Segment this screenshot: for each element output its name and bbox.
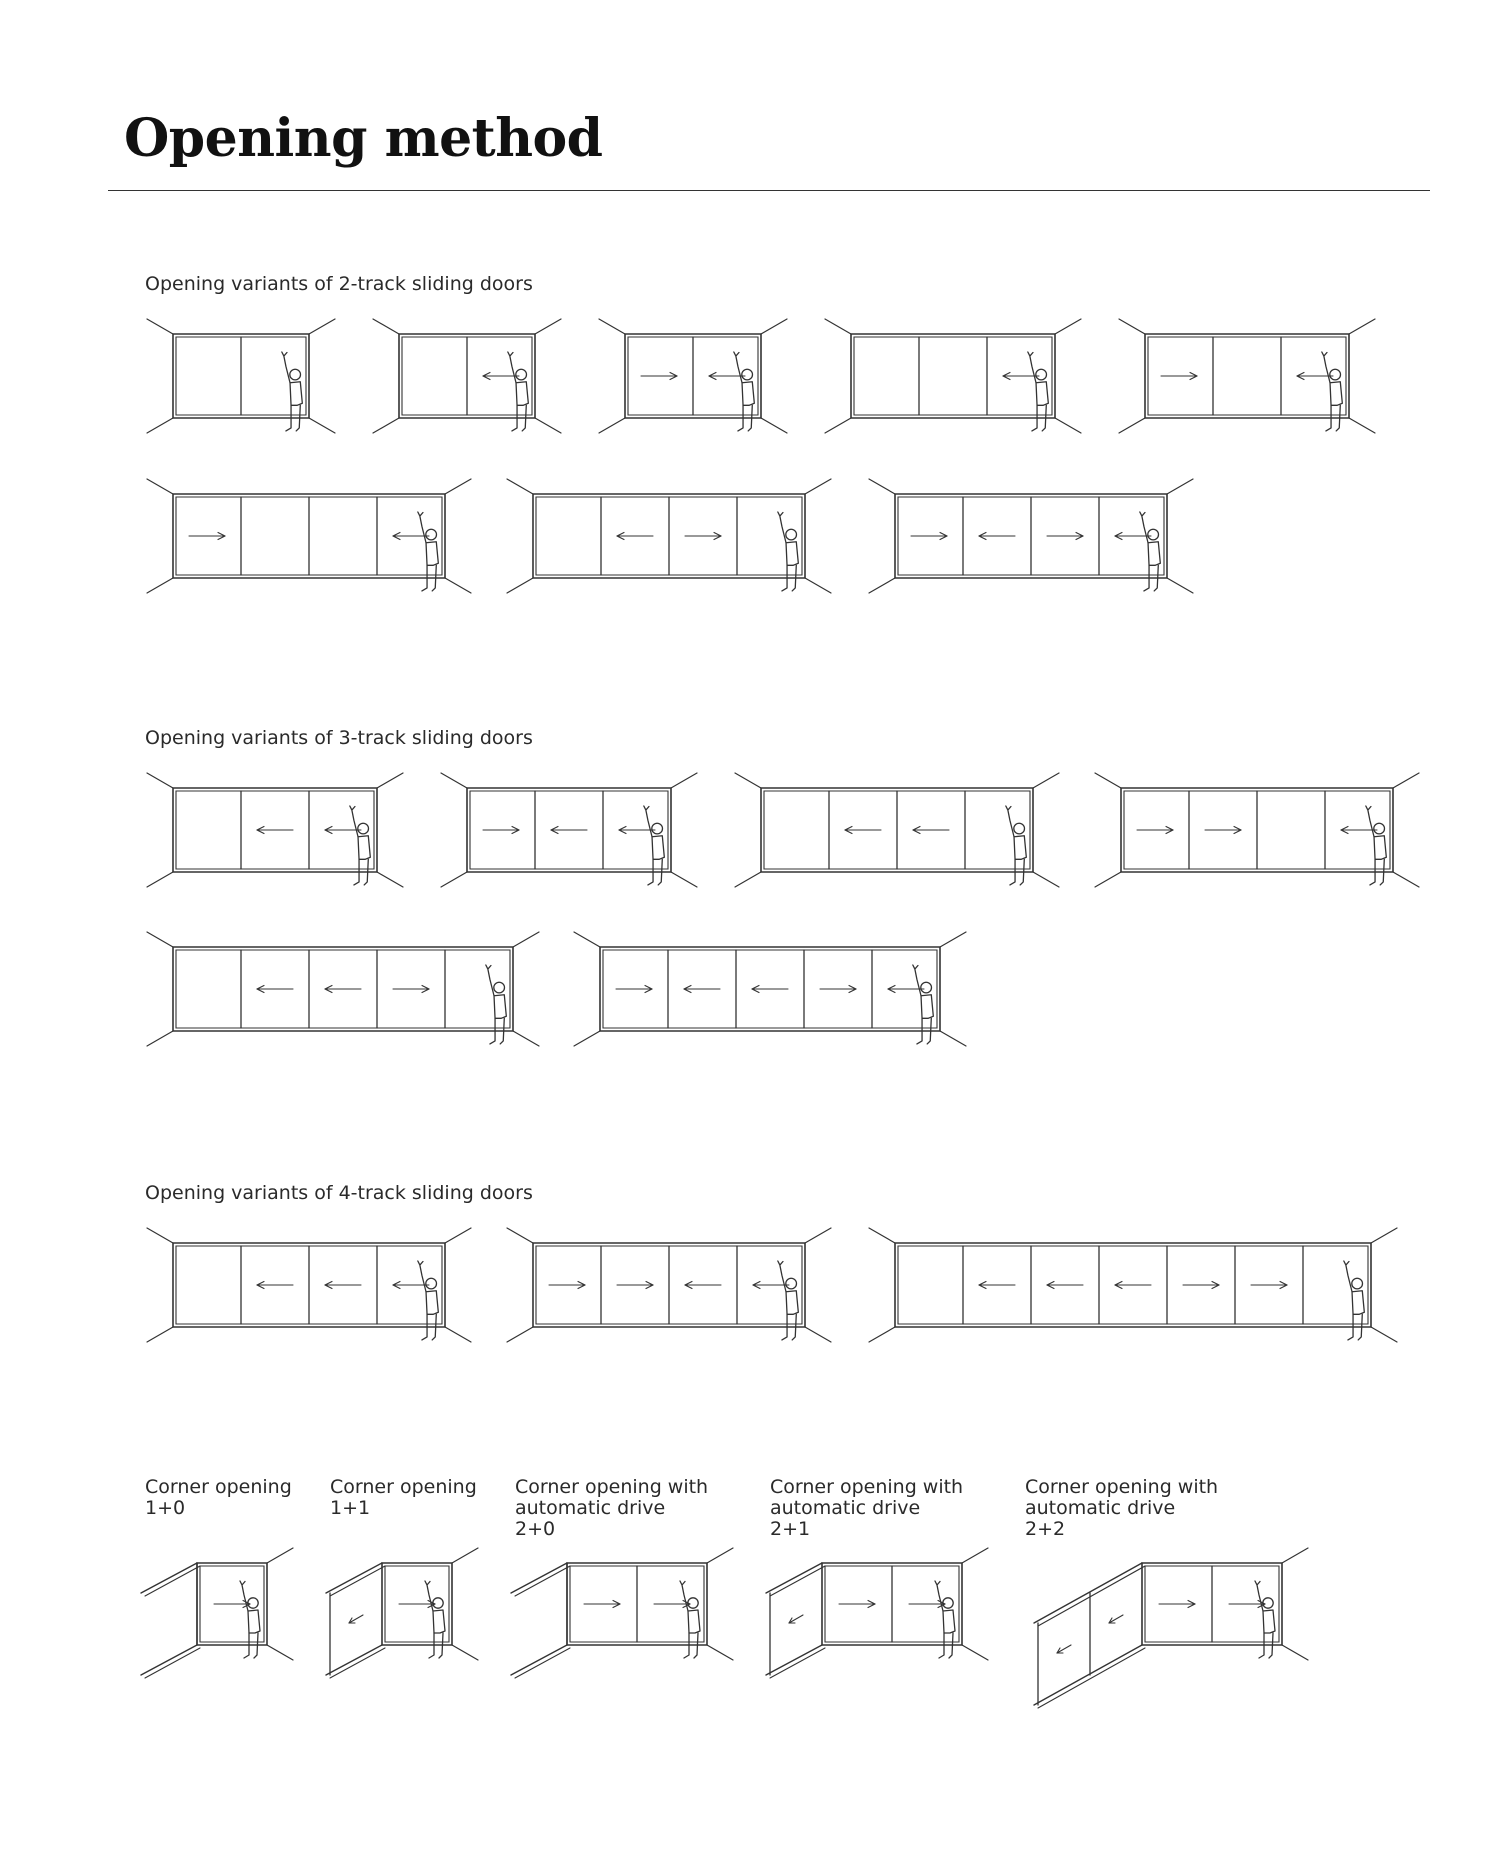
person-icon bbox=[282, 352, 303, 431]
ceiling-line-right bbox=[309, 319, 335, 334]
floor-line-left bbox=[735, 872, 761, 887]
arrow-left-icon bbox=[979, 533, 1015, 540]
arrow-left-icon bbox=[617, 533, 653, 540]
person-icon bbox=[778, 1261, 799, 1340]
side-floor-line bbox=[326, 1645, 382, 1675]
arrow-left-icon bbox=[325, 986, 361, 993]
floor-line-left bbox=[373, 418, 399, 433]
door-diagram-3-track-2 bbox=[441, 773, 697, 887]
arrow-left-icon bbox=[752, 986, 788, 993]
floor-line-right bbox=[1371, 1327, 1397, 1342]
ceiling-line-right bbox=[707, 1548, 733, 1563]
ceiling-line-left bbox=[147, 773, 173, 788]
ceiling-line-left bbox=[147, 932, 173, 947]
floor-line-right bbox=[267, 1645, 293, 1660]
person-icon bbox=[1344, 1261, 1365, 1340]
ceiling-line-left bbox=[574, 932, 600, 947]
arrow-right-icon bbox=[909, 1601, 945, 1608]
ceiling-line-right bbox=[1033, 773, 1059, 788]
arrow-right-icon bbox=[393, 986, 429, 993]
side-ceiling-line bbox=[141, 1563, 197, 1593]
ceiling-line-left bbox=[507, 1228, 533, 1243]
ceiling-line-right bbox=[452, 1548, 478, 1563]
arrow-right-icon bbox=[1047, 533, 1083, 540]
arrow-left-icon bbox=[684, 986, 720, 993]
person-icon bbox=[680, 1581, 700, 1658]
person-icon bbox=[644, 806, 665, 885]
person-icon bbox=[350, 806, 371, 885]
floor-line-right bbox=[1033, 872, 1059, 887]
floor-line-left bbox=[147, 578, 173, 593]
side-floor-line bbox=[766, 1645, 822, 1675]
floor-line-right bbox=[1282, 1645, 1308, 1660]
ceiling-line-right bbox=[962, 1548, 988, 1563]
arrow-right-icon bbox=[685, 533, 721, 540]
floor-line-right bbox=[761, 418, 787, 433]
arrow-diagonal-icon bbox=[789, 1615, 803, 1623]
floor-line-right bbox=[535, 418, 561, 433]
door-diagram-3-track-4 bbox=[1095, 773, 1419, 887]
ceiling-line-left bbox=[1095, 773, 1121, 788]
door-diagram-4-track-1 bbox=[147, 1228, 471, 1342]
arrow-diagonal-icon bbox=[1109, 1615, 1123, 1623]
side-floor-line bbox=[141, 1645, 197, 1675]
floor-line-right bbox=[309, 418, 335, 433]
floor-line-left bbox=[869, 1327, 895, 1342]
arrow-right-icon bbox=[1137, 827, 1173, 834]
side-floor-line bbox=[1034, 1645, 1142, 1705]
arrow-left-icon bbox=[257, 827, 293, 834]
floor-line-right bbox=[445, 1327, 471, 1342]
arrow-right-icon bbox=[549, 1282, 585, 1289]
door-diagram-2-track-3 bbox=[599, 319, 787, 433]
corner-label-5: Corner opening with automatic drive 2+2 bbox=[1025, 1476, 1219, 1540]
floor-line-left bbox=[147, 872, 173, 887]
ceiling-line-left bbox=[735, 773, 761, 788]
arrow-right-icon bbox=[1161, 373, 1197, 380]
ceiling-line-left bbox=[507, 479, 533, 494]
arrow-left-icon bbox=[257, 986, 293, 993]
arrow-left-icon bbox=[551, 827, 587, 834]
floor-line-right bbox=[1055, 418, 1081, 433]
arrow-right-icon bbox=[839, 1601, 875, 1608]
door-diagram-3-track-6 bbox=[574, 932, 966, 1046]
ceiling-line-right bbox=[940, 932, 966, 947]
floor-line-left bbox=[869, 578, 895, 593]
floor-line-left bbox=[1119, 418, 1145, 433]
arrow-right-icon bbox=[584, 1601, 620, 1608]
side-ceiling-line bbox=[766, 1563, 822, 1593]
arrow-right-icon bbox=[617, 1282, 653, 1289]
floor-line-right bbox=[962, 1645, 988, 1660]
arrow-right-icon bbox=[641, 373, 677, 380]
floor-line-right bbox=[452, 1645, 478, 1660]
arrow-left-icon bbox=[685, 1282, 721, 1289]
floor-line-right bbox=[1393, 872, 1419, 887]
floor-line-left bbox=[441, 872, 467, 887]
ceiling-line-right bbox=[535, 319, 561, 334]
ceiling-line-right bbox=[445, 1228, 471, 1243]
ceiling-line-right bbox=[761, 319, 787, 334]
door-diagram-2-track-7 bbox=[507, 479, 831, 593]
arrow-left-icon bbox=[845, 827, 881, 834]
floor-line-right bbox=[1167, 578, 1193, 593]
floor-line-left bbox=[1095, 872, 1121, 887]
floor-line-left bbox=[147, 1327, 173, 1342]
arrow-right-icon bbox=[399, 1601, 435, 1608]
corner-diagram-4 bbox=[766, 1548, 988, 1678]
corner-label-2: Corner opening 1+1 bbox=[330, 1476, 477, 1519]
door-diagram-2-track-4 bbox=[825, 319, 1081, 433]
ceiling-line-right bbox=[1371, 1228, 1397, 1243]
section-label-2-track: Opening variants of 2-track sliding doors bbox=[145, 273, 533, 295]
arrow-right-icon bbox=[483, 827, 519, 834]
arrow-right-icon bbox=[654, 1601, 690, 1608]
person-icon bbox=[935, 1581, 955, 1658]
person-icon bbox=[1322, 352, 1343, 431]
floor-line-left bbox=[507, 1327, 533, 1342]
ceiling-line-left bbox=[1119, 319, 1145, 334]
floor-line-left bbox=[574, 1031, 600, 1046]
door-diagram-2-track-1 bbox=[147, 319, 335, 433]
floor-line-right bbox=[445, 578, 471, 593]
person-icon bbox=[913, 965, 934, 1044]
arrow-diagonal-icon bbox=[1057, 1645, 1071, 1653]
side-ceiling-line bbox=[511, 1563, 567, 1593]
ceiling-line-left bbox=[441, 773, 467, 788]
door-diagram-3-track-5 bbox=[147, 932, 539, 1046]
person-icon bbox=[425, 1581, 445, 1658]
arrow-left-icon bbox=[325, 1282, 361, 1289]
door-diagram-4-track-3 bbox=[869, 1228, 1397, 1342]
floor-line-right bbox=[707, 1645, 733, 1660]
ceiling-line-right bbox=[1167, 479, 1193, 494]
ceiling-line-right bbox=[377, 773, 403, 788]
floor-line-left bbox=[507, 578, 533, 593]
ceiling-line-right bbox=[513, 932, 539, 947]
corner-label-4: Corner opening with automatic drive 2+1 bbox=[770, 1476, 964, 1540]
person-icon bbox=[1006, 806, 1027, 885]
person-icon bbox=[1255, 1581, 1275, 1658]
arrow-right-icon bbox=[616, 986, 652, 993]
ceiling-line-right bbox=[445, 479, 471, 494]
floor-line-right bbox=[805, 1327, 831, 1342]
ceiling-line-right bbox=[1393, 773, 1419, 788]
ceiling-line-right bbox=[267, 1548, 293, 1563]
arrow-right-icon bbox=[911, 533, 947, 540]
door-diagram-4-track-2 bbox=[507, 1228, 831, 1342]
arrow-right-icon bbox=[214, 1601, 250, 1608]
corner-diagram-3 bbox=[511, 1548, 733, 1678]
floor-line-right bbox=[805, 578, 831, 593]
corner-diagram-2 bbox=[326, 1548, 478, 1678]
floor-line-left bbox=[147, 1031, 173, 1046]
arrow-right-icon bbox=[1229, 1601, 1265, 1608]
ceiling-line-left bbox=[869, 1228, 895, 1243]
floor-line-right bbox=[513, 1031, 539, 1046]
door-diagram-3-track-3 bbox=[735, 773, 1059, 887]
person-icon bbox=[418, 1261, 439, 1340]
person-icon bbox=[1366, 806, 1387, 885]
arrow-left-icon bbox=[1047, 1282, 1083, 1289]
floor-line-right bbox=[671, 872, 697, 887]
corner-label-1: Corner opening 1+0 bbox=[145, 1476, 292, 1519]
arrow-right-icon bbox=[1183, 1282, 1219, 1289]
arrow-left-icon bbox=[257, 1282, 293, 1289]
arrow-right-icon bbox=[1251, 1282, 1287, 1289]
side-ceiling-line bbox=[326, 1563, 382, 1593]
ceiling-line-left bbox=[825, 319, 851, 334]
ceiling-line-left bbox=[869, 479, 895, 494]
door-diagram-2-track-2 bbox=[373, 319, 561, 433]
ceiling-line-left bbox=[147, 319, 173, 334]
arrow-left-icon bbox=[979, 1282, 1015, 1289]
person-icon bbox=[508, 352, 529, 431]
ceiling-line-left bbox=[373, 319, 399, 334]
corner-diagram-5 bbox=[1034, 1548, 1308, 1708]
door-diagram-2-track-5 bbox=[1119, 319, 1375, 433]
person-icon bbox=[734, 352, 755, 431]
floor-line-left bbox=[147, 418, 173, 433]
floor-line-right bbox=[1349, 418, 1375, 433]
section-label-3-track: Opening variants of 3-track sliding doors bbox=[145, 727, 533, 749]
person-icon bbox=[240, 1581, 260, 1658]
corner-diagram-1 bbox=[141, 1548, 293, 1678]
side-floor-line bbox=[511, 1645, 567, 1675]
page-title: Opening method bbox=[124, 108, 603, 169]
arrow-right-icon bbox=[189, 533, 225, 540]
arrow-left-icon bbox=[1115, 1282, 1151, 1289]
arrow-right-icon bbox=[1205, 827, 1241, 834]
section-label-4-track: Opening variants of 4-track sliding doors bbox=[145, 1182, 533, 1204]
arrow-left-icon bbox=[913, 827, 949, 834]
door-diagram-2-track-8 bbox=[869, 479, 1193, 593]
ceiling-line-right bbox=[1282, 1548, 1308, 1563]
floor-line-right bbox=[377, 872, 403, 887]
ceiling-line-right bbox=[805, 479, 831, 494]
floor-line-right bbox=[940, 1031, 966, 1046]
person-icon bbox=[418, 512, 439, 591]
door-diagram-2-track-6 bbox=[147, 479, 471, 593]
ceiling-line-left bbox=[147, 1228, 173, 1243]
ceiling-line-right bbox=[805, 1228, 831, 1243]
side-ceiling-line bbox=[1034, 1563, 1142, 1623]
ceiling-line-right bbox=[1349, 319, 1375, 334]
ceiling-line-right bbox=[671, 773, 697, 788]
ceiling-line-left bbox=[599, 319, 625, 334]
person-icon bbox=[1140, 512, 1161, 591]
ceiling-line-left bbox=[147, 479, 173, 494]
arrow-right-icon bbox=[1159, 1601, 1195, 1608]
door-diagram-3-track-1 bbox=[147, 773, 403, 887]
person-icon bbox=[1028, 352, 1049, 431]
arrow-right-icon bbox=[820, 986, 856, 993]
floor-line-left bbox=[599, 418, 625, 433]
ceiling-line-right bbox=[1055, 319, 1081, 334]
floor-line-left bbox=[825, 418, 851, 433]
person-icon bbox=[778, 512, 799, 591]
arrow-diagonal-icon bbox=[349, 1615, 363, 1623]
corner-label-3: Corner opening with automatic drive 2+0 bbox=[515, 1476, 709, 1540]
person-icon bbox=[486, 965, 507, 1044]
